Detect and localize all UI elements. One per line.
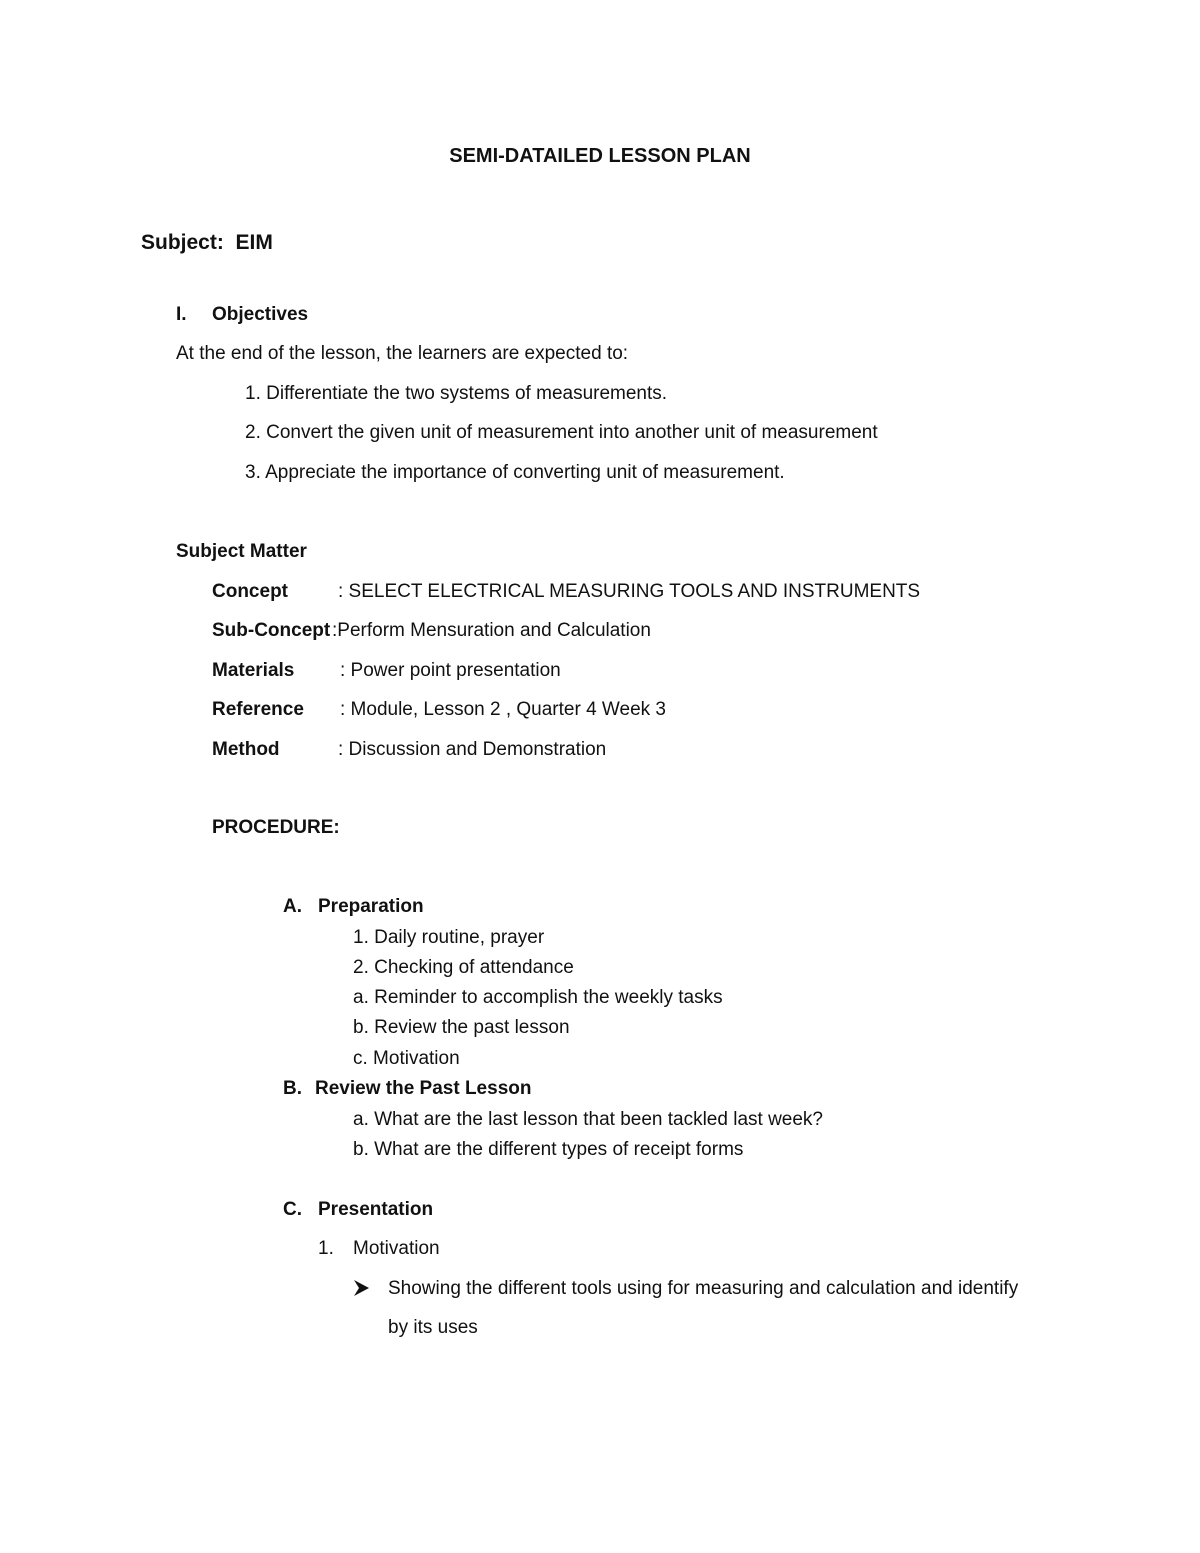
objectives-heading: Objectives xyxy=(212,304,309,325)
reference-label: Reference xyxy=(212,699,304,720)
concept-value: : SELECT ELECTRICAL MEASURING TOOLS AND INSTRUMENTS xyxy=(338,581,921,602)
preparation-item-2: 2. Checking of attendance xyxy=(353,957,574,978)
method-value: : Discussion and Demonstration xyxy=(338,739,607,760)
preparation-title: Preparation xyxy=(318,896,424,917)
objective-item-2: 2. Convert the given unit of measurement into another unit of measurement xyxy=(245,422,878,443)
motivation-bullet-line-1: Showing the different tools using for measuring and calculation and identify xyxy=(388,1278,1019,1299)
method-label: Method xyxy=(212,739,280,760)
arrowhead-bullet-icon xyxy=(352,1279,370,1297)
objective-item-3: 3. Appreciate the importance of converting unit of measurement. xyxy=(245,462,785,483)
concept-label: Concept xyxy=(212,581,288,602)
objectives-intro: At the end of the lesson, the learners are expected to: xyxy=(176,343,629,364)
review-title: Review the Past Lesson xyxy=(315,1078,532,1099)
review-item-1: a. What are the last lesson that been tackled last week? xyxy=(353,1109,823,1130)
subject-label: Subject: xyxy=(141,231,224,254)
motivation-marker: 1. xyxy=(318,1238,334,1259)
objectives-numeral: I. xyxy=(176,304,187,325)
preparation-marker: A. xyxy=(283,896,302,917)
preparation-item-1: 1. Daily routine, prayer xyxy=(353,927,545,948)
motivation-bullet-line-2: by its uses xyxy=(388,1317,478,1338)
sub-concept-label: Sub-Concept xyxy=(212,620,331,641)
review-item-2: b. What are the different types of receipt forms xyxy=(353,1139,744,1160)
materials-label: Materials xyxy=(212,660,295,681)
objective-item-1: 1. Differentiate the two systems of measurements. xyxy=(245,383,668,404)
review-marker: B. xyxy=(283,1078,302,1099)
presentation-marker: C. xyxy=(283,1199,302,1220)
subject-matter-heading: Subject Matter xyxy=(176,541,307,562)
presentation-title: Presentation xyxy=(318,1199,434,1220)
preparation-item-4: b. Review the past lesson xyxy=(353,1017,570,1038)
sub-concept-value: :Perform Mensuration and Calculation xyxy=(332,620,651,641)
motivation-title: Motivation xyxy=(353,1238,440,1259)
preparation-item-3: a. Reminder to accomplish the weekly tasks xyxy=(353,987,723,1008)
document-title: SEMI-DATAILED LESSON PLAN xyxy=(449,145,751,167)
subject-value: EIM xyxy=(235,231,273,254)
reference-value: : Module, Lesson 2 , Quarter 4 Week 3 xyxy=(340,699,666,720)
preparation-item-5: c. Motivation xyxy=(353,1048,460,1069)
procedure-heading: PROCEDURE: xyxy=(212,817,340,838)
materials-value: : Power point presentation xyxy=(340,660,561,681)
subject-line xyxy=(141,232,273,253)
